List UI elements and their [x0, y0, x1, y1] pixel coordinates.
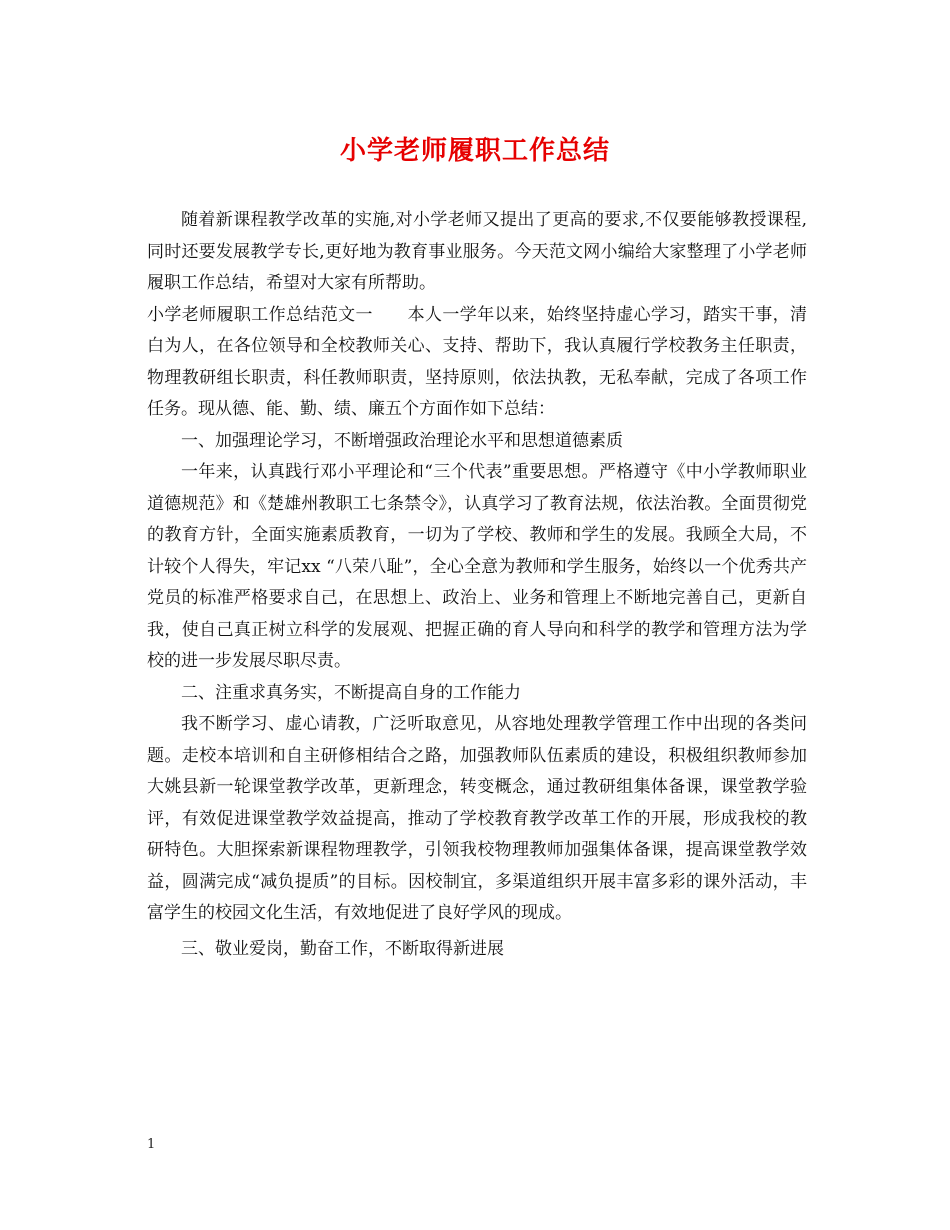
- paragraph-intro: 随着新课程教学改革的实施,对小学老师又提出了更高的要求,不仅要能够教授课程,同时还要发展教学专长,更好地为教育事业服务。今天范文网小编给大家整理了小学老师履职工作总结，希望对大家有所帮助。: [147, 210, 807, 293]
- paragraph-section-two: 我不断学习、虚心请教，广泛听取意见，从容地处理教学管理工作中出现的各类问题。走校本培训和自主研修相结合之路，加强教师队伍素质的建设，积极组织教师参加大姚县新一轮课堂教学改革，更新理念，转变概念，通过教研组集体备课，课堂教学验评，有效促进课堂教学效益提高，推动了学校教育教学改革工作的开展，形成我校的教研特色。大胆探索新课程物理教学，引领我校物理教师加强集体备课，提高课堂教学效益，圆满完成“减负提质”的目标。因校制宜，多渠道组织开展丰富多彩的课外活动，丰富学生的校园文化生活，有效地促进了良好学风的现成。: [147, 714, 807, 923]
- page-number: 1: [147, 1137, 156, 1152]
- section-heading-one: 一、加强理论学习，不断增强政治理论水平和思想道德素质: [181, 430, 623, 451]
- section-heading-two: 二、注重求真务实，不断提高自身的工作能力: [181, 682, 521, 703]
- section-heading-three: 三、敬业爱岗，勤奋工作，不断取得新进展: [181, 938, 504, 959]
- document-title: 小学老师履职工作总结: [339, 136, 610, 166]
- document-body: [147, 205, 807, 965]
- paragraph-sample-one: 小学老师履职工作总结范文一 本人一学年以来，始终坚持虚心学习，踏实干事，清白为人，在各位领导和全校教师关心、支持、帮助下，我认真履行学校教务主任职责，物理教研组长职责，科任教师职责，坚持原则，依法执教，无私奉献，完成了各项工作任务。现从德、能、勤、绩、廉五个方面作如下总结：: [147, 304, 807, 419]
- paragraph-section-one: 一年来，认真践行邓小平理论和“三个代表”重要思想。严格遵守《中小学教师职业道德规范》和《楚雄州教职工七条禁令》，认真学习了教育法规，依法治教。全面贯彻党的教育方针，全面实施素质教育，一切为了学校、教师和学生的发展。我顾全大局，不计较个人得失，牢记xx “八荣八耻”，全心全意为教师和学生服务，始终以一个优秀共产党员的标准严格要求自己，在思想上、政治上、业务和管理上不断地完善自己，更新自我，使自己真正树立科学的发展观、把握正确的育人导向和科学的教学和管理方法为学校的进一步发展尽职尽责。: [147, 462, 807, 671]
